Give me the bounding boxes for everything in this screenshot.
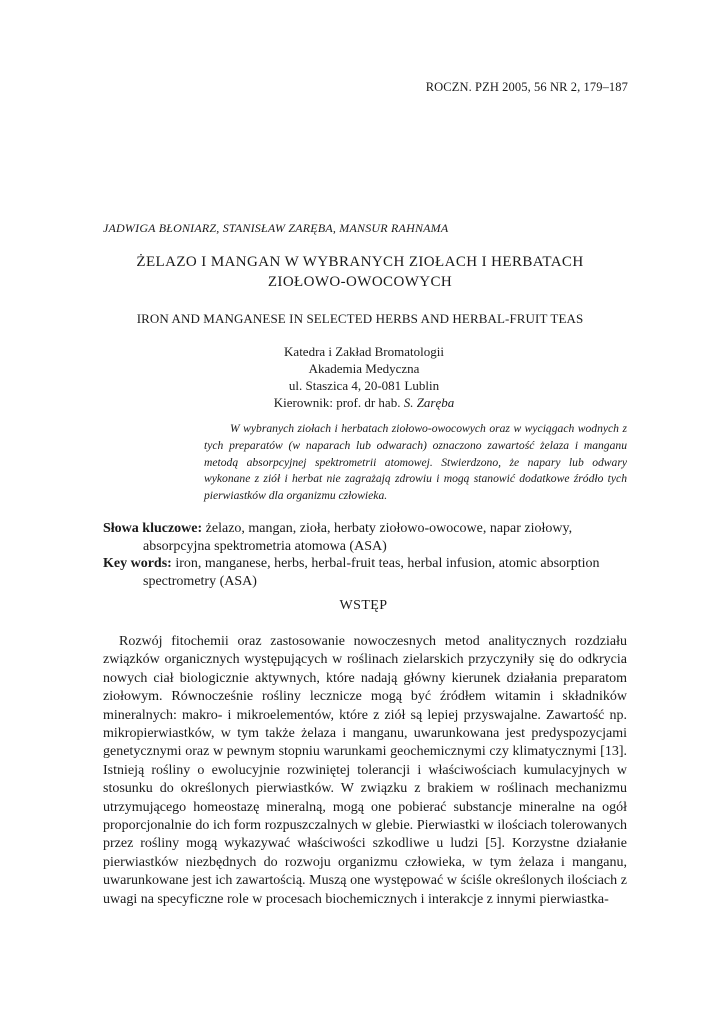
body-text: Rozwój fitochemii oraz zastosowanie nowoczesnych metod analitycznych rozdziału związków organicznych występujących w roślinach zielarskich przyczyniły się do odkrycia nowych ciał biologicznie aktywnych, które nadają główny kierunek działania preparatom ziołowym. Równocześnie rośliny lecznicze mogą być źródłem witamin i składników mineralnych: makro- i mikroelementów, które z ziół są lepiej przyswajalne. Zawartość np. mikropierwiastków, w tym także żelaza i manganu, uwarunkowana jest predyspozycjami genetycznymi oraz w pewnym stopniu warunkami geochemicznymi czy klimatycznymi [13]. Istnieją rośliny o ewolucyjnie rozwiniętej tolerancji i właściwościach kumulacyjnych w stosunku do określonych pierwiastków. W związku z brakiem w roślinach mechanizmu utrzymującego homeostazę mineralną, mogą one pobierać substancje mineralne na ogół proporcjonalnie do ich form rozpuszczalnych w glebie. Pierwiastki w ilościach tolerowanych przez rośliny mogą wykazywać właściwości szkodliwe u ludzi [5]. Korzystne działanie pierwiastków niezbędnych do rozwoju organizmu człowieka, w tym żelaza i manganu, uwarunkowane jest ich zawartością. Muszą one występować w ściśle określonych ilościach z uwagi na specyficzne role w procesach biochemicznych i interakcje z innymi pierwiastka-	[103, 634, 627, 907]
title-english: IRON AND MANGANESE IN SELECTED HERBS AND HERBAL-FRUIT TEAS	[136, 311, 584, 326]
abstract-text: W wybranych ziołach i herbatach ziołowo-owocowych oraz w wyciągach wodnych z tych preparatów (w naparach lub odwarach) oznaczono zawartość żelaza i manganu metodą absorpcyjnej spektrometrii atomowej. Stwierdzono, że napary lub odwary wykonane z ziół i herbat nie zagrażają zdrowiu i mogą stanowić dodatkowe źródło tych pierwiastków dla organizmu człowieka.	[204, 422, 627, 503]
abstract	[204, 421, 627, 505]
keywords-english-continuation: spectrometry (ASA)	[143, 574, 257, 589]
affiliation-department: Katedra i Zakład Bromatologii	[284, 344, 444, 359]
affiliation-head	[200, 394, 528, 411]
authors: JADWIGA BŁONIARZ, STANISŁAW ZARĘBA, MANSUR RAHNAMA	[103, 221, 449, 235]
title-polish-line1: ŻELAZO I MANGAN W WYBRANYCH ZIOŁACH I HERBATACH	[136, 254, 584, 270]
keywords-english	[103, 555, 627, 591]
keywords-polish	[103, 520, 627, 556]
journal-reference: ROCZN. PZH 2005, 56 NR 2, 179–187	[425, 80, 628, 94]
title-polish	[100, 252, 620, 292]
title-polish-line2: ZIOŁOWO-OWOCOWYCH	[267, 274, 453, 290]
body-paragraph	[103, 633, 627, 909]
keywords-english-label: Key words:	[103, 556, 172, 571]
keywords-polish-continuation: absorpcyjna spektrometria atomowa (ASA)	[143, 539, 387, 554]
keywords-english-text: iron, manganese, herbs, herbal-fruit teas, herbal infusion, atomic absorption	[175, 556, 600, 571]
affiliation-address: ul. Staszica 4, 20-081 Lublin	[288, 378, 440, 393]
affiliation-head-name: S. Zaręba	[403, 395, 455, 410]
affiliation-head-label: Kierownik: prof. dr hab.	[273, 395, 401, 410]
section-title: WSTĘP	[339, 598, 388, 613]
affiliation	[200, 343, 528, 411]
affiliation-academy: Akademia Medyczna	[308, 361, 420, 376]
keywords-polish-label: Słowa kluczowe:	[103, 521, 203, 536]
keywords-polish-text: żelazo, mangan, zioła, herbaty ziołowo-owocowe, napar ziołowy,	[205, 521, 573, 536]
